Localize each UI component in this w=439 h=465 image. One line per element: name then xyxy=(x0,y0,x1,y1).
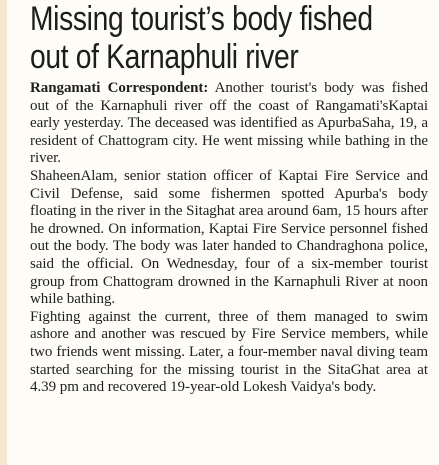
headline-line-2: out of Karnaphuli river xyxy=(30,38,299,76)
paragraph-2: ShaheenAlam, senior station officer of Kaptai Fire Service and Civil Defense, said some fishermen spotted Apurba's body floating in the river in the Sitaghat area around 6am, 15 hours after he drowned. On information, Kaptai Fire Service personnel fished out the body. The body was later handed to Chandraghona police, said the official. On Wednesday, four of a six-member tourist group from Chattogram drowned in the Karnaphuli River at noon while bathing. xyxy=(30,167,428,308)
article-headline xyxy=(30,0,430,76)
paragraph-1-text: Another tourist's body was fished out of the Karnaphuli river off the coast of Rangamati'sKaptai early yesterday. The deceased was identified as ApurbaSaha, 19, a resident of Chattogram city. He went missing while bathing in the river. xyxy=(30,80,428,167)
byline: Rangamati Correspondent: xyxy=(30,80,209,96)
paragraph-3: Fighting against the current, three of them managed to swim ashore and another was rescued by Fire Service members, while two friends went missing. Later, a four-member naval diving team started searching for the missing tourist in the SitaGhat area at 4.39 pm and recovered 19-year-old Lokesh Vaidya's body. xyxy=(30,308,428,396)
article-body xyxy=(30,80,428,397)
page-margin-strip xyxy=(0,0,7,465)
headline-line-1: Missing tourist’s body fished xyxy=(30,0,373,38)
news-article xyxy=(30,0,428,397)
paragraph-1 xyxy=(30,80,428,168)
